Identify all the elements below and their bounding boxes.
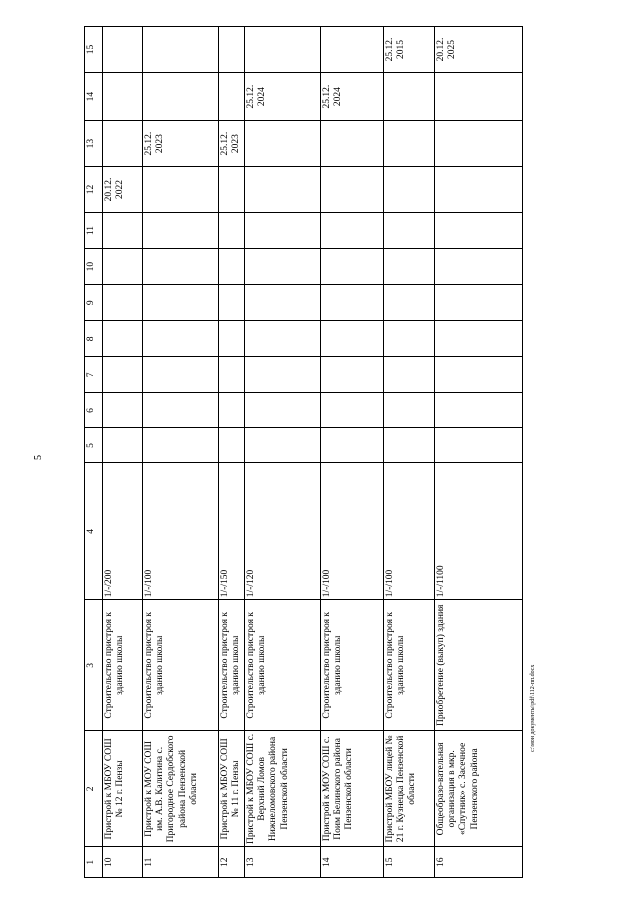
date-col-12 [384, 167, 435, 213]
object-name: Пристрой к МОУ СОШ им. А.В. Калитина с. Пригородное Сердобского района Пензенской области [143, 731, 219, 847]
date-col-13: 25.12. 2023 [219, 121, 245, 167]
work-type: Строительство пристроя к зданию школы [103, 600, 143, 731]
capacity: 1/-/120 [245, 463, 321, 600]
date-col-15 [321, 27, 384, 73]
object-name: Пристрой к МБОУ СОШ № 11 г. Пензы [219, 731, 245, 847]
date-col-14 [384, 73, 435, 121]
column-number: 9 [85, 285, 103, 321]
date-col-14: 25.12. 2024 [245, 73, 321, 121]
column-number: 5 [85, 428, 103, 463]
date-col-13 [245, 121, 321, 167]
object-name: Пристрой МБОУ лицей № 21 г. Кузнецка Пензенской области [384, 731, 435, 847]
object-name: Общеобразо-вательная организация в мкр. «Спутник» с. Засечное Пензенского района [435, 731, 523, 847]
column-number: 15 [85, 27, 103, 73]
date-col-14 [435, 73, 523, 121]
capacity: 1/-/200 [103, 463, 143, 600]
date-col-15 [103, 27, 143, 73]
work-type: Строительство пристроя к зданию школы [219, 600, 245, 731]
column-number: 1 [85, 847, 103, 878]
schedule-table [84, 26, 523, 878]
column-number: 8 [85, 321, 103, 357]
row-number: 11 [143, 847, 219, 878]
column-number: 3 [85, 600, 103, 731]
date-col-14: 25.12. 2024 [321, 73, 384, 121]
date-col-12 [143, 167, 219, 213]
object-name: Пристрой к МОУ СОШ с. Поим Белинского района Пензенской области [321, 731, 384, 847]
row-number: 14 [321, 847, 384, 878]
date-col-13 [384, 121, 435, 167]
table-row [435, 27, 523, 878]
column-number: 14 [85, 73, 103, 121]
date-col-14 [103, 73, 143, 121]
work-type: Строительство пристроя к зданию школы [143, 600, 219, 731]
date-col-13 [321, 121, 384, 167]
date-col-15 [245, 27, 321, 73]
date-col-13 [435, 121, 523, 167]
date-col-14 [143, 73, 219, 121]
date-col-12 [219, 167, 245, 213]
work-type: Строительство пристроя к зданию школы [384, 600, 435, 731]
column-number: 11 [85, 213, 103, 249]
table-row [321, 27, 384, 878]
date-col-14 [219, 73, 245, 121]
date-col-15: 20.12. 2025 [435, 27, 523, 73]
row-number: 16 [435, 847, 523, 878]
footer-file-path: c:\мои документы\pdf\112-пп.docx [530, 664, 536, 752]
page-number: 5 [33, 455, 44, 460]
work-type: Приобретение (выкуп) здания [435, 600, 523, 731]
date-col-12 [321, 167, 384, 213]
header-row [85, 27, 103, 878]
work-type: Строительство пристроя к зданию школы [245, 600, 321, 731]
capacity: 1/-/150 [219, 463, 245, 600]
table-row [384, 27, 435, 878]
date-col-13: 25.12. 2023 [143, 121, 219, 167]
table-row [245, 27, 321, 878]
rotated-table-container [84, 26, 532, 878]
date-col-12: 20.12. 2022 [103, 167, 143, 213]
row-number: 15 [384, 847, 435, 878]
capacity: 1/-/100 [143, 463, 219, 600]
row-number: 12 [219, 847, 245, 878]
table-row [103, 27, 143, 878]
date-col-12 [245, 167, 321, 213]
row-number: 10 [103, 847, 143, 878]
date-col-15: 25.12. 2015 [384, 27, 435, 73]
capacity: 1/-/100 [384, 463, 435, 600]
date-col-12 [435, 167, 523, 213]
column-number: 10 [85, 249, 103, 285]
capacity: 1/-/100 [321, 463, 384, 600]
column-number: 2 [85, 731, 103, 847]
row-number: 13 [245, 847, 321, 878]
work-type: Строительство пристроя к зданию школы [321, 600, 384, 731]
column-number: 4 [85, 463, 103, 600]
column-number: 7 [85, 357, 103, 393]
table-row [143, 27, 219, 878]
column-number: 13 [85, 121, 103, 167]
object-name: Пристрой к МБОУ СОШ с. Верхний Ломов Нижнеломовского района Пензенской области [245, 731, 321, 847]
date-col-15 [143, 27, 219, 73]
object-name: Пристрой к МБОУ СОШ № 12 г. Пензы [103, 731, 143, 847]
date-col-13 [103, 121, 143, 167]
capacity: 1/-/1100 [435, 463, 523, 600]
date-col-15 [219, 27, 245, 73]
table-row [219, 27, 245, 878]
column-number: 12 [85, 167, 103, 213]
column-number: 6 [85, 393, 103, 428]
